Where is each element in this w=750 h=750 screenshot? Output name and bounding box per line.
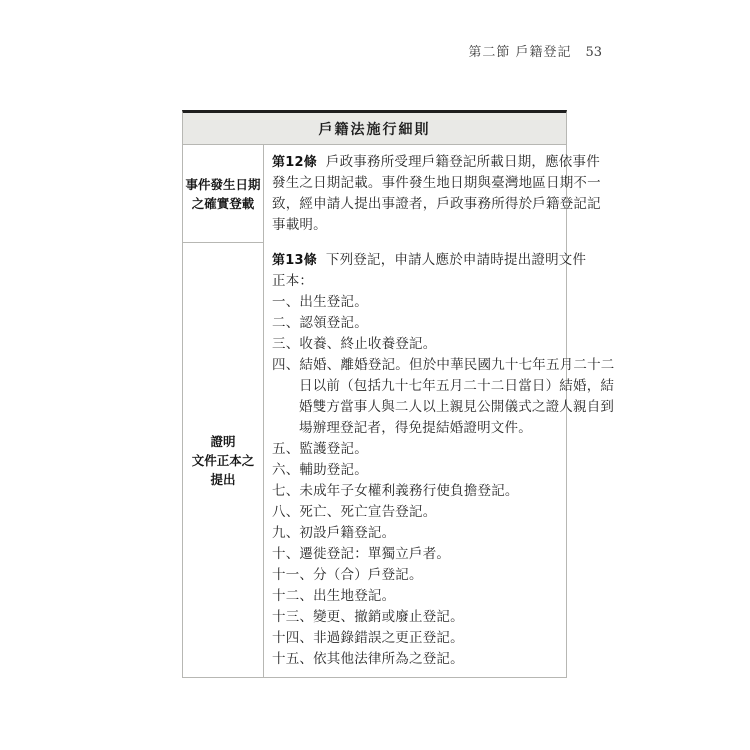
article-text-line: [272, 313, 615, 334]
article-line-text: 日以前（包括九十七年五月二十二日當日）結婚，結: [299, 378, 615, 394]
row-label-line: 證明: [210, 433, 236, 449]
article-line-text: 十一、分（合）戶登記。: [272, 567, 423, 583]
article-line-text: 十五、依其他法律所為之登記。: [272, 651, 464, 667]
article-line-text: 十二、出生地登記。: [272, 588, 396, 604]
page-number: 53: [585, 45, 602, 60]
article-text-line: [272, 523, 615, 544]
article-text-line: [272, 152, 601, 173]
article-line-text: 場辦理登記者，得免提結婚證明文件。: [299, 420, 532, 436]
row-label-line: 提出: [210, 471, 236, 487]
row-label-line: 文件正本之: [191, 452, 255, 468]
article-text-line: [272, 194, 601, 215]
row-label-event-date: [183, 145, 264, 243]
article-text-line: [272, 292, 615, 313]
article-text-line: [272, 460, 615, 481]
article-text-line: [272, 607, 615, 628]
article-line-text: 五、監護登記。: [272, 441, 368, 457]
article-13-text: [264, 243, 619, 677]
article-text-line: [272, 628, 615, 649]
article-text-line: [272, 586, 615, 607]
article-line-text: 四、結婚、離婚登記。但於中華民國九十七年五月二十二: [272, 357, 615, 373]
article-text-line: [272, 173, 601, 194]
row-label-certificates: [183, 243, 264, 677]
table-row-article-12: [183, 145, 601, 243]
table-title: 戶籍法施行細則: [183, 113, 566, 145]
article-line-text: 九、初設戶籍登記。: [272, 525, 396, 541]
article-text-line: [272, 481, 615, 502]
article-text-line: [272, 250, 615, 271]
article-line-text: 二、認領登記。: [272, 315, 368, 331]
law-table: [182, 110, 615, 678]
article-line-text: 六、輔助登記。: [272, 462, 368, 478]
article-text-line: [272, 271, 615, 292]
article-line-text: 致，經申請人提出事證者，戶政事務所得於戶籍登記記: [272, 196, 601, 212]
article-line-text: 十三、變更、撤銷或廢止登記。: [272, 609, 464, 625]
article-text-line: [272, 439, 615, 460]
table-row-article-13: [183, 243, 615, 677]
article-number: 第13條: [272, 253, 317, 268]
article-line-text: 一、出生登記。: [272, 294, 368, 310]
article-line-text: 戶政事務所受理戶籍登記所載日期，應依事件: [325, 154, 600, 170]
article-line-text: 十四、非過錄錯誤之更正登記。: [272, 630, 464, 646]
article-line-text: 事載明。: [272, 217, 327, 233]
article-text-line: [272, 215, 601, 236]
article-line-text: 下列登記，申請人應於申請時提出證明文件: [325, 252, 587, 268]
article-text-line: [272, 334, 615, 355]
article-line-text: 八、死亡、死亡宣告登記。: [272, 504, 437, 520]
article-line-text: 十、遷徙登記：單獨立戶者。: [272, 546, 451, 562]
row-label-line: 之確實登載: [191, 195, 255, 211]
article-number: 第12條: [272, 155, 317, 170]
section-title: 第二節 戶籍登記: [468, 45, 572, 60]
article-line-text: 發生之日期記載。事件發生地日期與臺灣地區日期不一: [272, 175, 601, 191]
article-text-line: [272, 418, 615, 439]
article-text-line: [272, 544, 615, 565]
article-text-line: [272, 565, 615, 586]
article-12-text: [264, 145, 605, 243]
article-text-line: [272, 502, 615, 523]
article-text-line: [272, 355, 615, 376]
article-text-line: [272, 649, 615, 670]
article-line-text: 正本：: [272, 273, 314, 289]
row-label-line: 事件發生日期: [185, 176, 261, 192]
article-text-line: [272, 376, 615, 397]
article-line-text: 婚雙方當事人與二人以上親見公開儀式之證人親自到: [299, 399, 615, 415]
running-head: [0, 41, 602, 60]
article-line-text: 七、未成年子女權利義務行使負擔登記。: [272, 483, 519, 499]
article-line-text: 三、收養、終止收養登記。: [272, 336, 437, 352]
article-text-line: [272, 397, 615, 418]
